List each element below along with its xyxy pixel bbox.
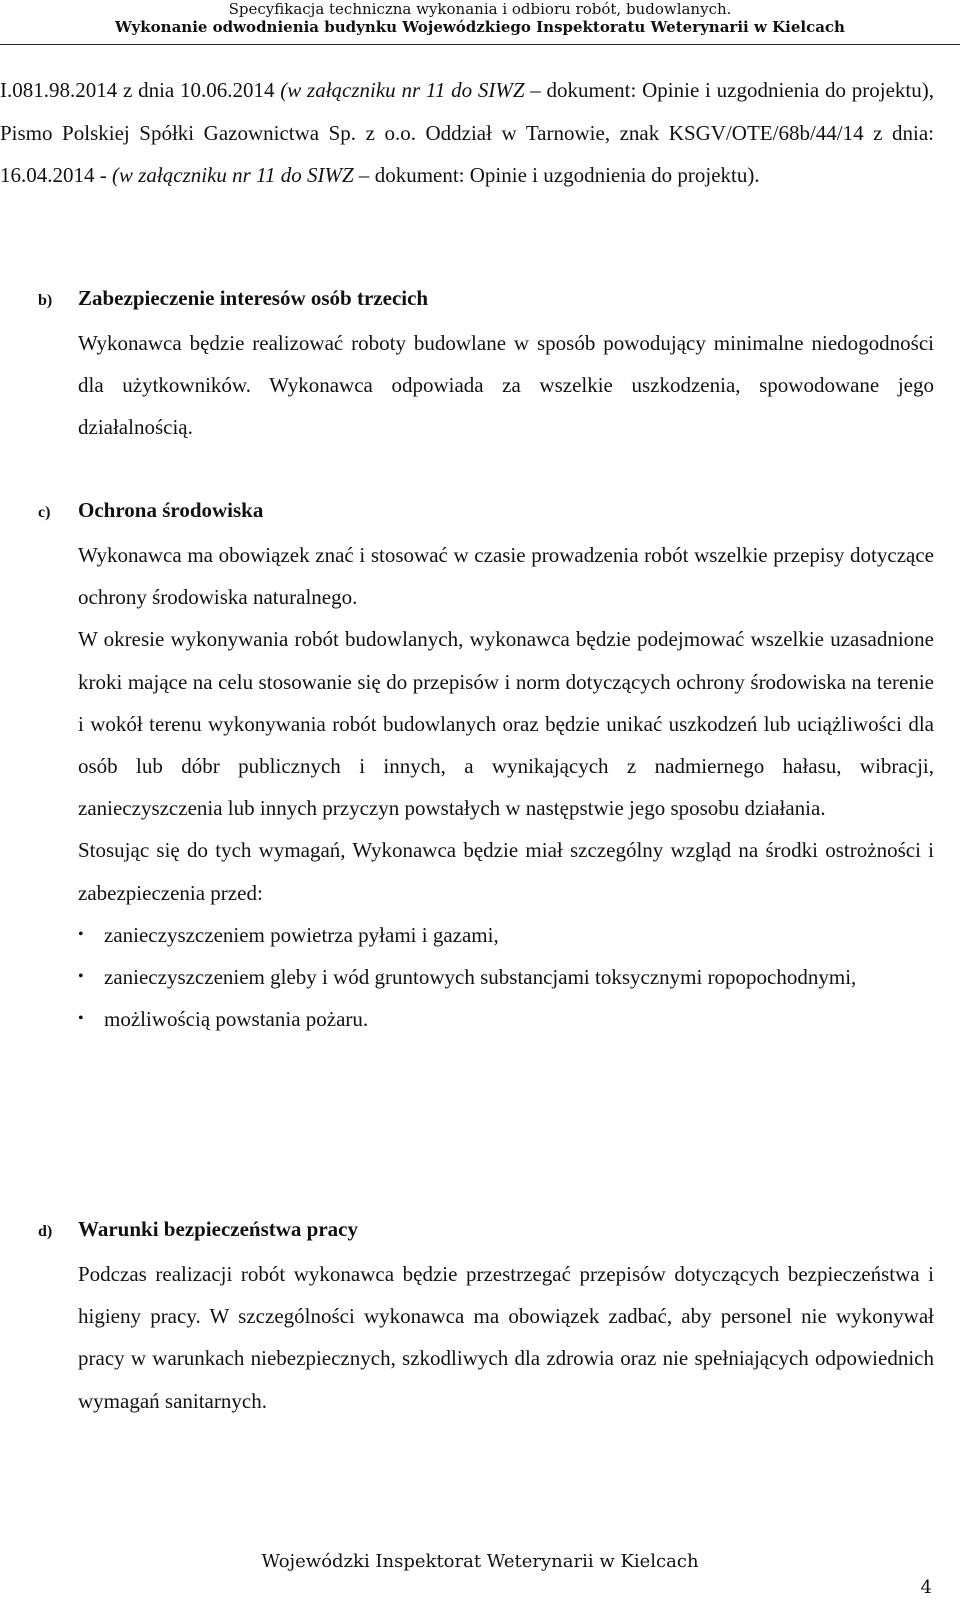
list-item xyxy=(78,914,934,956)
list-item-text: możliwością powstania pożaru. xyxy=(104,1007,369,1032)
page-number: 4 xyxy=(920,1577,932,1598)
continuation-paragraph xyxy=(0,69,934,197)
list-item xyxy=(78,998,934,1040)
section-b-title: Zabezpieczenie interesów osób trzecich xyxy=(78,286,429,310)
section-d-paragraph: Podczas realizacji robót wykonawca będzie przestrzegać przepisów dotyczących bezpieczeństwa i higieny pracy. W szczególności wykonawca ma obowiązek zadbać, aby personel nie wykonywał pracy w warunkach niebezpiecznych, szkodliwych dla zdrowia oraz nie spełniających odpowiednich wymagań sanitarnych. xyxy=(78,1262,934,1413)
section-b-heading xyxy=(38,277,934,322)
list-item xyxy=(78,956,934,998)
list-item-text: zanieczyszczeniem gleby i wód gruntowych substancjami toksycznymi ropopochodnymi, xyxy=(104,965,857,990)
continuation-text xyxy=(0,69,934,197)
section-c-paragraph-3: Stosując się do tych wymagań, Wykonawca będzie miał szczególny wzgląd na środki ostrożności i zabezpieczenia przed: xyxy=(78,838,934,905)
continuation-end: dokument: Opinie i uzgodnienia do projektu). xyxy=(369,163,760,187)
continuation-italic-2: (w załączniku nr 11 do SIWZ – xyxy=(112,163,370,187)
bullet-icon: • xyxy=(78,968,84,986)
bullet-icon: • xyxy=(78,925,84,943)
section-b-paragraph: Wykonawca będzie realizować roboty budowlane w sposób powodujący minimalne niedogodności dla użytkowników. Wykonawca odpowiada za wszelkie uszkodzenia, spowodowane jego działalnością. xyxy=(78,331,934,440)
section-c-heading xyxy=(38,489,934,534)
list-item-text: zanieczyszczeniem powietrza pyłami i gazami, xyxy=(104,922,499,947)
section-c-paragraph-1: Wykonawca ma obowiązek znać i stosować w czasie prowadzenia robót wszelkie przepisy dotyczące ochrony środowiska naturalnego. xyxy=(78,543,934,610)
page-footer: Wojewódzki Inspektorat Weterynarii w Kielcach xyxy=(261,1551,699,1572)
section-c-paragraph-2: W okresie wykonywania robót budowlanych, wykonawca będzie podejmować wszelkie uzasadnione kroki mające na celu stosowanie się do przepisów i norm dotyczących ochrony środowiska na terenie i wokół terenu wykonywania robót budowlanych oraz będzie unikać uszkodzeń lub uciążliwości dla osób lub dóbr publicznych i innych, a wynikających z nadmiernego hałasu, wibracji, zanieczyszczenia lub innych przyczyn powstałych w następstwie jego sposobu działania. xyxy=(78,627,934,821)
section-c-letter: c) xyxy=(38,504,51,521)
continuation-mid: dokument: Opinie i uzgodnienia do projektu), Pismo Polskiej Spółki Gazownictwa Sp. z o.o. Oddział w Tarnowie, znak KSGV/OTE/68b/44/14 z dnia: 16.04.2014 - xyxy=(0,78,934,187)
header-line-1: Specyfikacja techniczna wykonania i odbioru robót, budowlanych. xyxy=(228,0,732,18)
header-divider xyxy=(0,44,960,45)
section-d xyxy=(38,1208,934,1422)
bullet-icon: • xyxy=(78,1010,84,1028)
section-c-bullet-list xyxy=(78,914,934,1041)
header-line-2: Wykonanie odwodnienia budynku Wojewódzkiego Inspektoratu Weterynarii w Kielcach xyxy=(115,18,845,36)
section-b xyxy=(38,277,934,449)
section-d-letter: d) xyxy=(38,1223,53,1240)
section-d-title: Warunki bezpieczeństwa pracy xyxy=(78,1217,358,1241)
continuation-italic-1: (w załączniku nr 11 do SIWZ – xyxy=(280,78,541,102)
section-b-letter: b) xyxy=(38,292,53,309)
section-c xyxy=(38,489,934,1040)
section-c-title: Ochrona środowiska xyxy=(78,498,264,522)
section-d-heading xyxy=(38,1208,934,1253)
continuation-lead: I.081.98.2014 z dnia 10.06.2014 xyxy=(0,78,281,102)
